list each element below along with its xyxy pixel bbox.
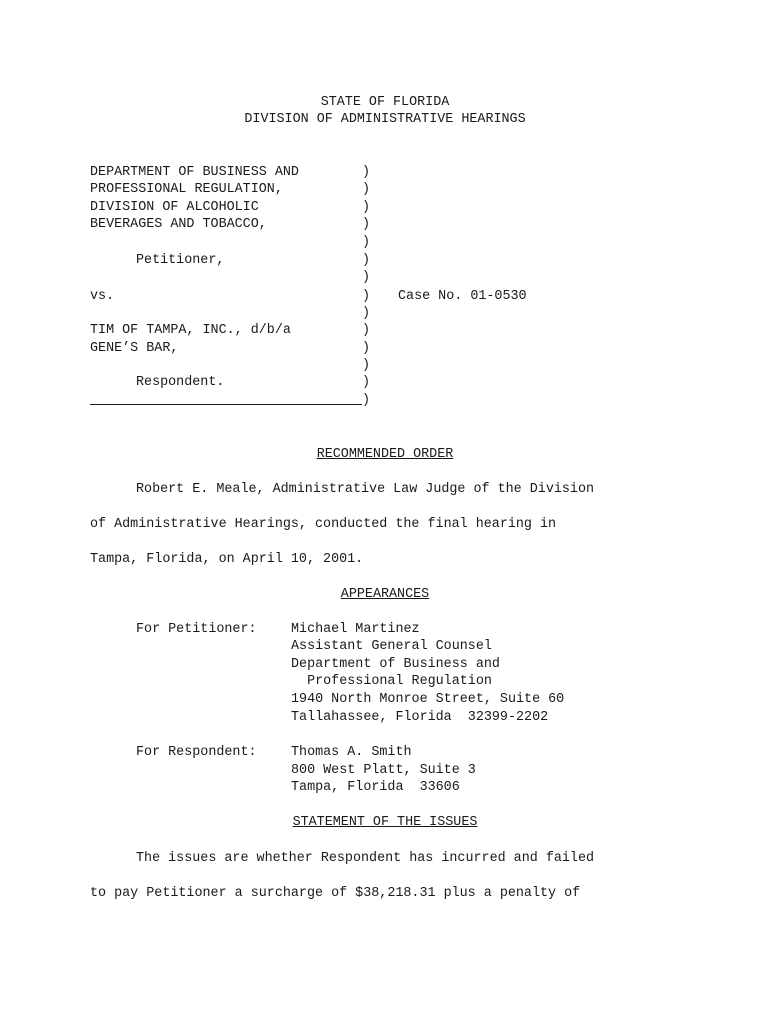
- caption-paren: ): [362, 289, 371, 304]
- petitioner-label: Petitioner,: [136, 253, 225, 268]
- versus-label: vs.: [90, 289, 115, 304]
- respondent-counsel-line: Thomas A. Smith: [291, 745, 412, 760]
- caption-paren: ): [362, 235, 371, 250]
- caption-paren: ): [362, 393, 371, 408]
- caption-paren: ): [362, 253, 371, 268]
- petitioner-name-line: DIVISION OF ALCOHOLIC: [90, 200, 259, 215]
- issues-heading: STATEMENT OF THE ISSUES: [292, 815, 478, 830]
- caption-paren: ): [362, 200, 371, 215]
- caption-paren: ): [362, 306, 371, 321]
- petitioner-name-line: BEVERAGES AND TOBACCO,: [90, 217, 267, 232]
- caption-paren: ): [362, 341, 371, 356]
- petitioner-counsel-line: Professional Regulation: [291, 674, 492, 689]
- respondent-name-line: GENE’S BAR,: [90, 341, 179, 356]
- petitioner-counsel-line: 1940 North Monroe Street, Suite 60: [291, 692, 565, 707]
- case-number: Case No. 01-0530: [398, 289, 527, 304]
- petitioner-counsel-line: Department of Business and: [291, 657, 500, 672]
- caption-paren: ): [362, 375, 371, 390]
- caption-paren: ): [362, 270, 371, 285]
- petitioner-appearance-label: For Petitioner:: [136, 622, 257, 637]
- order-paragraph-line: Tampa, Florida, on April 10, 2001.: [90, 552, 364, 567]
- caption-paren: ): [362, 165, 371, 180]
- state-heading: STATE OF FLORIDA: [320, 95, 450, 110]
- respondent-appearance-label: For Respondent:: [136, 745, 257, 760]
- petitioner-name-line: DEPARTMENT OF BUSINESS AND: [90, 165, 299, 180]
- caption-underline: [90, 404, 362, 405]
- caption-paren: ): [362, 323, 371, 338]
- respondent-label: Respondent.: [136, 375, 225, 390]
- division-heading: DIVISION OF ADMINISTRATIVE HEARINGS: [244, 112, 526, 127]
- caption-paren: ): [362, 182, 371, 197]
- petitioner-counsel-line: Michael Martinez: [291, 622, 420, 637]
- respondent-counsel-line: 800 West Platt, Suite 3: [291, 763, 476, 778]
- petitioner-counsel-line: Tallahassee, Florida 32399-2202: [291, 710, 549, 725]
- caption-paren: ): [362, 217, 371, 232]
- respondent-counsel-line: Tampa, Florida 33606: [291, 780, 460, 795]
- issues-paragraph-line: The issues are whether Respondent has incurred and failed: [136, 851, 595, 866]
- respondent-name-line: TIM OF TAMPA, INC., d/b/a: [90, 323, 291, 338]
- caption-paren: ): [362, 358, 371, 373]
- petitioner-name-line: PROFESSIONAL REGULATION,: [90, 182, 283, 197]
- order-paragraph-line: Robert E. Meale, Administrative Law Judge of the Division: [136, 482, 595, 497]
- appearances-heading: APPEARANCES: [340, 587, 430, 602]
- order-paragraph-line: of Administrative Hearings, conducted the final hearing in: [90, 517, 557, 532]
- issues-paragraph-line: to pay Petitioner a surcharge of $38,218.31 plus a penalty of: [90, 886, 581, 901]
- recommended-order-heading: RECOMMENDED ORDER: [316, 447, 454, 462]
- petitioner-counsel-line: Assistant General Counsel: [291, 639, 492, 654]
